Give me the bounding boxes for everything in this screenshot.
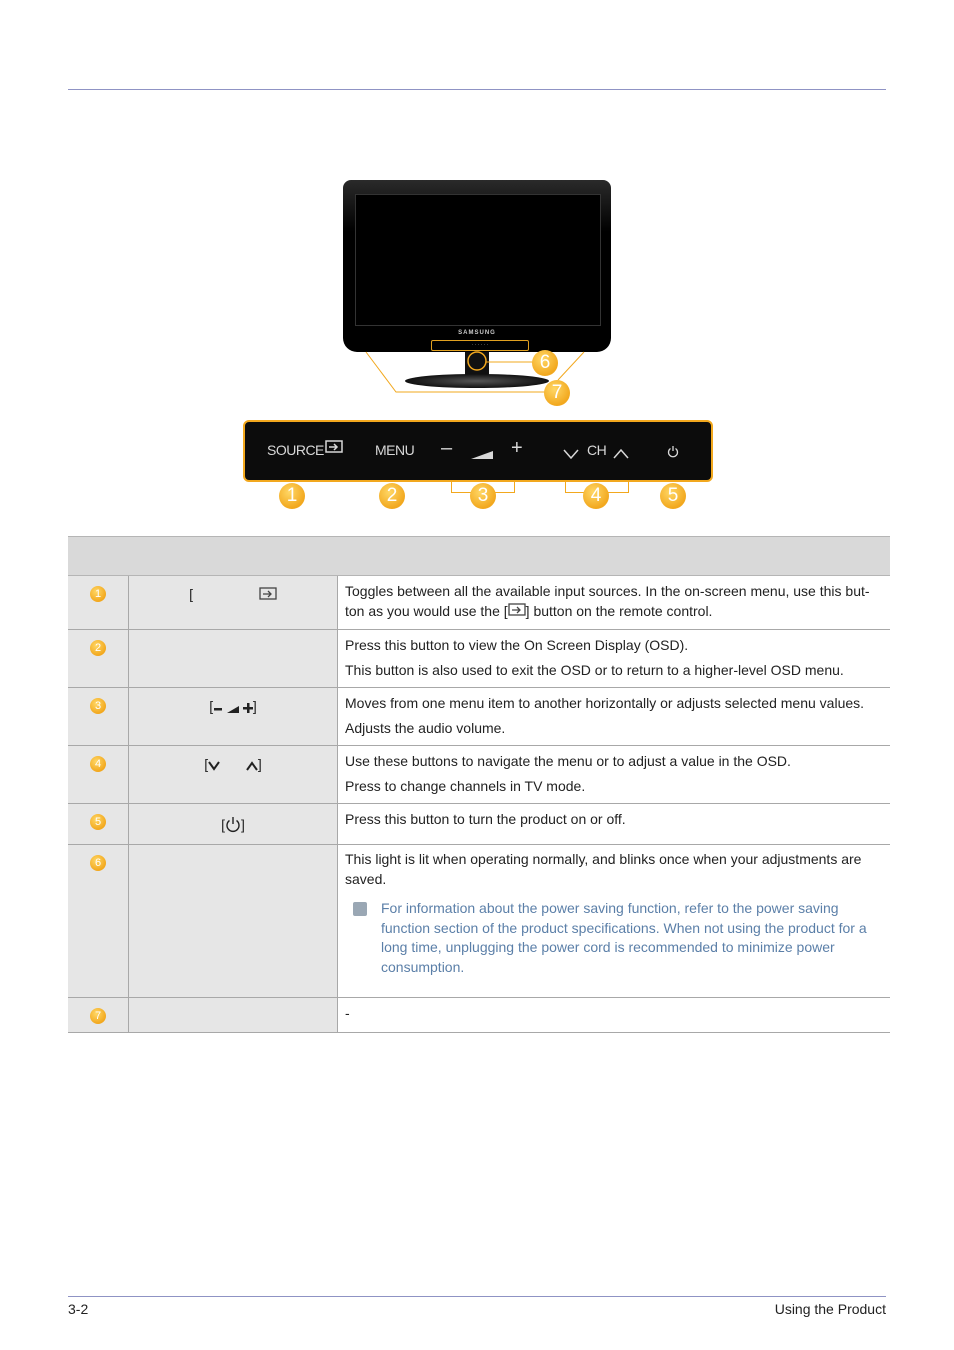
- callout-7-badge: 7: [544, 380, 570, 406]
- bottom-rule: [68, 1296, 886, 1297]
- row-description: Press this button to turn the product on or off.: [338, 804, 891, 845]
- note-text: For information about the power saving function, refer to the power saving function section of the product specifications. When not using the product for a long time, unplugging the power cord is recommended to minimize power consumption.: [381, 900, 867, 975]
- table-header-name: [68, 537, 338, 576]
- chevron-down-icon: [208, 758, 220, 774]
- table-row: [68, 998, 890, 1033]
- plus-icon: +: [511, 437, 523, 459]
- table-row: [68, 688, 890, 746]
- row-description: Moves from one menu item to another horizontally or adjusts selected menu values. Adjusts the audio volume.: [338, 688, 891, 746]
- row-number-badge: 4: [90, 756, 106, 772]
- row-description: Press this button to view the On Screen Display (OSD). This button is also used to exit the OSD or to return to a higher-level OSD menu.: [338, 630, 891, 688]
- row-number-badge: 6: [90, 855, 106, 871]
- table-row: [68, 576, 890, 630]
- footer-section-title: Using the Product: [774, 1301, 886, 1317]
- menu-label: MENU: [375, 442, 415, 458]
- row-name: [: [129, 576, 338, 630]
- table-row: [68, 746, 890, 804]
- chevron-up-icon: [613, 446, 629, 462]
- page-number: 3-2: [68, 1301, 89, 1317]
- source-icon: [259, 587, 277, 604]
- row-name: [129, 998, 338, 1033]
- power-icon: [667, 445, 679, 461]
- chevron-up-icon: [246, 758, 258, 774]
- row-name: [ ]: [129, 804, 338, 845]
- callout-5-badge: 5: [660, 483, 686, 509]
- row-description: -: [338, 998, 891, 1033]
- minus-icon: –: [441, 437, 452, 459]
- row-number-badge: 1: [90, 586, 106, 602]
- chevron-down-icon: [563, 446, 579, 462]
- table-header-description: [338, 537, 891, 576]
- table-row: [68, 804, 890, 845]
- callout-2-badge: 2: [379, 483, 405, 509]
- table-header-row: [68, 537, 890, 576]
- callout-3-badge: 3: [470, 483, 496, 509]
- row-number-badge: 3: [90, 698, 106, 714]
- monitor-button-strip: · · · · · ·: [431, 340, 529, 351]
- row-description: Use these buttons to navigate the menu or to adjust a value in the OSD. Press to change channels in TV mode.: [338, 746, 891, 804]
- source-icon: [508, 602, 526, 622]
- minus-icon: [213, 700, 223, 716]
- table-row: [68, 845, 890, 998]
- source-label: SOURCE: [267, 442, 324, 458]
- row-name: [ ]: [129, 746, 338, 804]
- callout-4-badge: 4: [583, 483, 609, 509]
- row-number-badge: 2: [90, 640, 106, 656]
- source-icon: [325, 440, 343, 457]
- callout-6-badge: 6: [532, 350, 558, 376]
- callout-1-badge: 1: [279, 483, 305, 509]
- row-name: [129, 630, 338, 688]
- note-block: [345, 899, 882, 977]
- row-number-badge: 5: [90, 814, 106, 830]
- row-description: This light is lit when operating normally, and blinks once when your adjustments are saved. For information about the power saving function, refer to the power saving function section of the product specifications. When not using the product for a long time, unplugging the power cord is recommended to minimize power consumption.: [338, 845, 891, 998]
- row-description: Toggles between all the available input sources. In the on-screen menu, use this but- ton as you would use the [ ] button on the remote control.: [338, 576, 891, 630]
- monitor-brand-logo: SAMSUNG: [458, 330, 496, 336]
- row-name: [ ]: [129, 688, 338, 746]
- power-icon: [225, 816, 241, 836]
- control-panel-closeup: [243, 420, 713, 482]
- note-icon: [353, 902, 367, 916]
- plus-icon: [243, 700, 253, 716]
- volume-icon: [227, 700, 239, 716]
- ch-label: CH: [587, 442, 607, 458]
- button-description-table: [68, 536, 890, 1033]
- row-number-badge: 7: [90, 1008, 106, 1024]
- table-row: [68, 630, 890, 688]
- row-name: [129, 845, 338, 998]
- volume-icon: [471, 446, 493, 462]
